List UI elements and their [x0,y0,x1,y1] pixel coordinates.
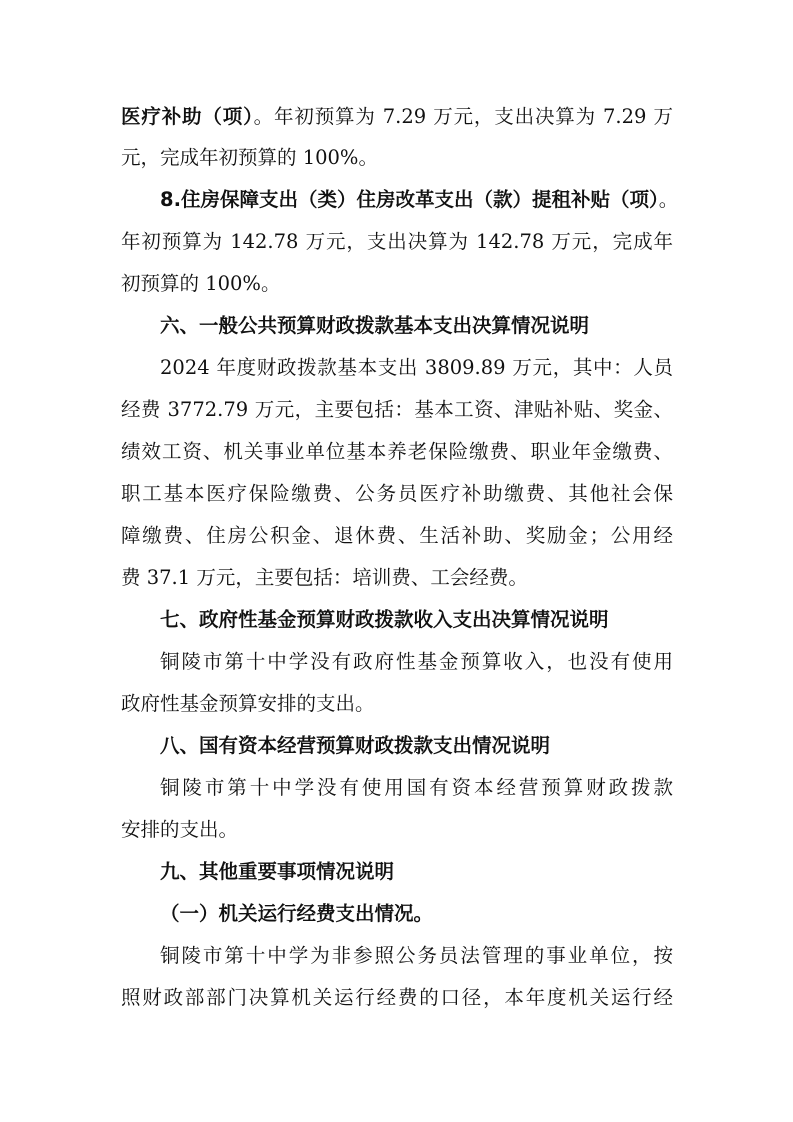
paragraph-line: 年初预算为 142.78 万元，支出决算为 142.78 万元，完成年 [121,230,673,253]
section-heading-6: 六、一般公共预算财政拨款基本支出决算情况说明 [160,314,590,337]
paragraph-line: 经费 3772.79 万元，主要包括：基本工资、津贴补贴、奖金、 [121,398,673,421]
section-heading-8-capital: 八、国有资本经营预算财政拨款支出情况说明 [160,734,551,757]
paragraph-line: 初预算的 100%。 [121,272,281,295]
bold-text: 医疗补助（项） [121,105,254,128]
section-heading-7: 七、政府性基金预算财政拨款收入支出决算情况说明 [160,608,609,631]
section-heading-9: 九、其他重要事项情况说明 [160,860,395,883]
paragraph-line: 绩效工资、机关事业单位基本养老保险缴费、职业年金缴费、 [121,440,673,463]
paragraph-line: 铜陵市第十中学为非参照公务员法管理的事业单位，按 [160,944,673,967]
bold-text: 8.住房保障支出（类）住房改革支出（款）提租补贴（项） [160,188,659,211]
paragraph-line: 安排的支出。 [121,818,239,841]
subsection-heading-1: （一）机关运行经费支出情况。 [160,902,434,925]
paragraph-line: 2024 年度财政拨款基本支出 3809.89 万元，其中：人员 [160,356,673,379]
paragraph-line: 照财政部部门决算机关运行经费的口径，本年度机关运行经 [121,986,673,1009]
line-text: 。 [658,188,679,211]
section-heading-8 [160,178,679,222]
paragraph-line: 铜陵市第十中学没有政府性基金预算收入，也没有使用 [160,650,673,673]
paragraph-line: 元，完成年初预算的 100%。 [121,146,378,169]
paragraph-line: 铜陵市第十中学没有使用国有资本经营预算财政拨款 [160,776,673,799]
paragraph-line: 职工基本医疗保险缴费、公务员医疗补助缴费、其他社会保 [121,482,673,505]
paragraph-line: 费 37.1 万元，主要包括：培训费、工会经费。 [121,566,528,589]
paragraph-line: 政府性基金预算安排的支出。 [121,692,375,715]
paragraph-line: 障缴费、住房公积金、退休费、生活补助、奖励金；公用经 [121,524,673,547]
paragraph-line [121,95,673,139]
line-text: 。年初预算为 7.29 万元，支出决算为 7.29 万 [253,105,673,128]
